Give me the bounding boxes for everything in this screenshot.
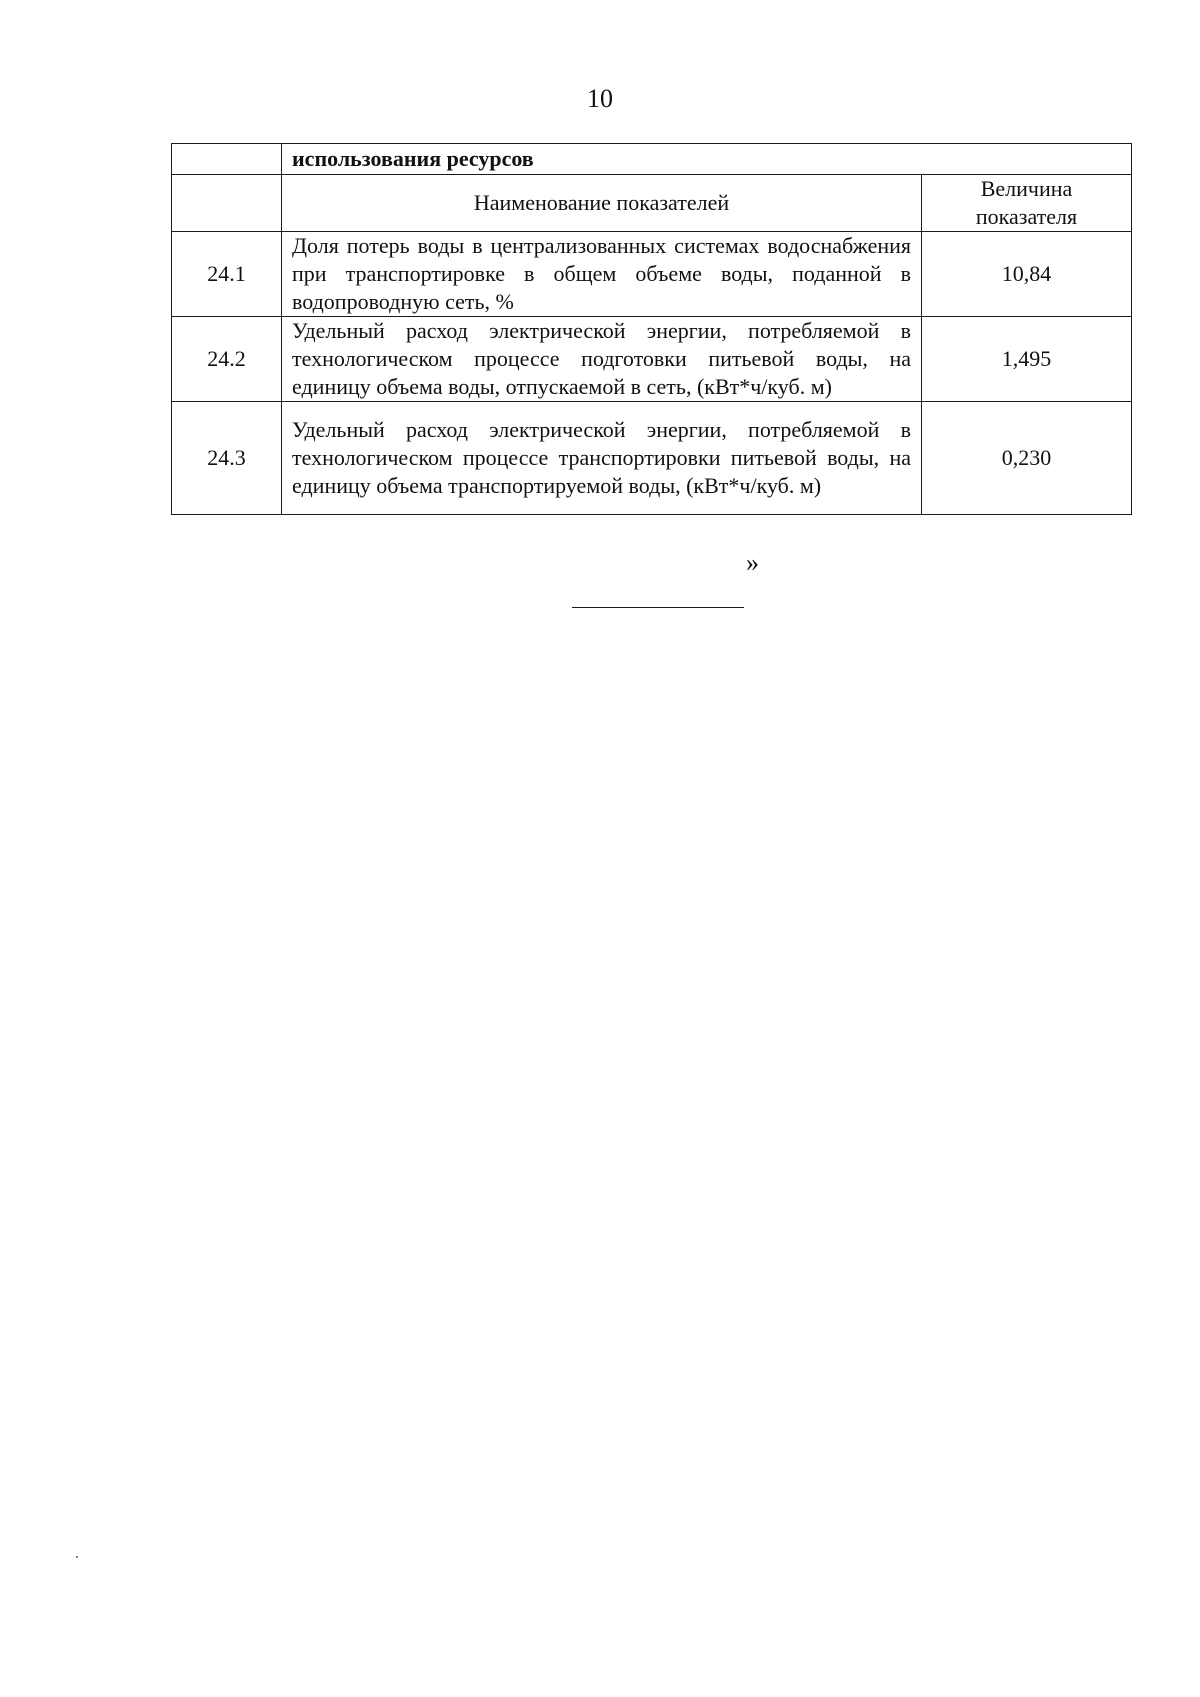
header-name: Наименование показателей bbox=[282, 175, 922, 232]
table-row bbox=[172, 317, 1132, 402]
end-rule-divider bbox=[572, 607, 744, 608]
row-number: 24.1 bbox=[172, 232, 282, 317]
section-title: использования ресурсов bbox=[282, 144, 1132, 175]
row-name: Удельный расход электрической энергии, потребляемой в технологическом процессе транспортировки питьевой воды, на единицу объема транспортируемой воды, (кВт*ч/куб. м) bbox=[282, 402, 922, 515]
row-value: 10,84 bbox=[922, 232, 1132, 317]
row-name: Удельный расход электрической энергии, потребляемой в технологическом процессе подготовки питьевой воды, на единицу объема воды, отпускаемой в сеть, (кВт*ч/куб. м) bbox=[282, 317, 922, 402]
table-section-row bbox=[172, 144, 1132, 175]
header-number-cell bbox=[172, 175, 282, 232]
row-name: Доля потерь воды в централизованных системах водоснабжения при транспортировке в общем объеме воды, поданной в водопроводную сеть, % bbox=[282, 232, 922, 317]
indicators-table bbox=[171, 143, 1132, 515]
table-row bbox=[172, 232, 1132, 317]
row-value: 0,230 bbox=[922, 402, 1132, 515]
header-value: Величина показателя bbox=[922, 175, 1132, 232]
closing-quote: » bbox=[746, 548, 759, 577]
table-header-row bbox=[172, 175, 1132, 232]
row-number: 24.3 bbox=[172, 402, 282, 515]
section-number-cell bbox=[172, 144, 282, 175]
row-value: 1,495 bbox=[922, 317, 1132, 402]
row-number: 24.2 bbox=[172, 317, 282, 402]
page-number: 10 bbox=[587, 84, 613, 113]
scan-speck bbox=[76, 1556, 78, 1558]
table-row bbox=[172, 402, 1132, 515]
